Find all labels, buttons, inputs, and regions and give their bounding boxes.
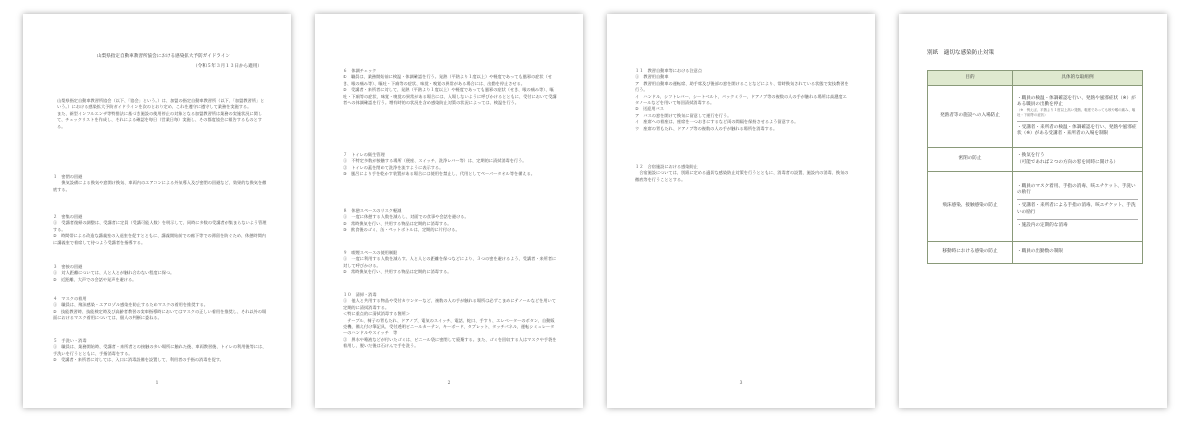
intro-paragraph: 山梨県指定自動車教習所協会（以下、「協会」という。）は、加盟の指定自動車教習所（以下、「加盟教習所」という。）における感染拡大予防ガイドラインを次のとおり定め、これを遵守に遵守して業務を実施する。 また、新型インフルエンザ等特措法に基づき施設の使用停止の対象となる加盟教習所は業務の実施状況に関して、チェックリストを作成し、それによる確認を毎日（営業日毎）実施し、その都度協会に報告するものとする。	[57, 98, 265, 129]
goal-cell: 発熱者等の施設への入場防止	[928, 86, 1013, 148]
table-row	[928, 242, 1143, 264]
table-header-row	[928, 71, 1143, 86]
table-row	[928, 172, 1143, 242]
section-2: ２ 密集の回避 ① 受講者復帰の調整は、受講者に定員（受講可能人数）を明示して、同時に多数の受講者が集まらないよう管理する。 ② 時間帯による改造な講義室の入退室を促すとともに、講義開始前での廊下等での滞留を防ぐため、休憩時間内に講義室で着席して待つよう受講者を指導する。	[53, 214, 267, 245]
example-item: ・施設内の定期的な消毒	[1017, 219, 1138, 232]
example-cell	[1013, 148, 1143, 172]
table-row	[928, 86, 1143, 148]
section-8: ８ 休憩スペースのリスク軽減 ① 一度に休憩する人数を減らし、対面での食事や会話を避ける。 ② 常時換気を行い、共用する物品は定期的に消毒する。 ③ 飲食後のゴミ、缶・ペットボトルは、定期的に片付ける。	[343, 208, 469, 233]
annex-title: 別紙 適切な感染防止対策	[927, 50, 995, 56]
goal-cell: 密閉の防止	[928, 148, 1013, 172]
section-11: １１ 教習自動車等における注意点 ① 教習用自動車 ア 教習用自動車の運転席、助手席及び後部の窓を開けることなどにより、常時換気されている状態で実技教習を行う。 イ ハンドル、シフトレバー、シートベルト、バックミラー、ドアノブ等の複数の人の手が触れる場所は高濃度エタノールなどを用いて毎回清拭消毒する。 ② 送迎用バス ア バスの窓を開けて換気に留意して運行を行う。 イ 座席への着座は、座席を一つおきにするなど両の間隔を保持させるよう留意する。 ウ 座席の背もたれ、ドアノブ等の複数の人の手が触れる場所を消毒する。	[635, 68, 849, 131]
example-item: ・換気を行う （可能であれば２つの方向の窓を同時に開ける）	[1017, 153, 1119, 165]
section-12: １２ 合宿施設における感染防止 合宿施設については、別紙に定める適切な感染防止対策を行うとともに、消毒者の設置、施設内の消毒、換気の徹底等を行うこととする。	[635, 164, 849, 182]
page-number: 2	[447, 381, 451, 386]
example-note: （※ 例えば、平熱より１度以上高い発熱、軽度であっても咳や喉の痛み、嘔吐・下痢等の症状）	[1017, 108, 1136, 117]
measures-table	[927, 70, 1143, 264]
column-header-example: 具体的な取組例	[1013, 71, 1143, 86]
example-cell	[1013, 86, 1143, 148]
document-page-2	[315, 14, 583, 408]
section-10: １０ 清掃・消毒 ① 他人と共用する物品や受付カウンターなど、複数の人の手が触れる場所は必ずこまめにテノールなどを用いて定期的に清拭消毒する。 ＜特に重点的に清拭消毒する箇所＞ テーブル、椅子の背もたれ、ドアノブ、電気のスイッチ、電話、蛇口、手すり、エレベーターのボタン、自動販売機、備え付け筆記具、受付透明ビニールカーテン、キーボード、タブレット、タッチパネル、運転シミュレーターのハンドルやスイッチ 等 ② 鼻水や唾液などが付いたゴミは、ビニール袋に密閉して廃棄する。また、ゴミを回収する人はマスクや手袋を着用し、脱いだ後は石けんで手を洗う。	[343, 292, 557, 349]
example-item	[1017, 93, 1138, 121]
document-page-1	[23, 14, 291, 408]
section-7: ７ トイレの衛生管理 ① 不特定多数が接触する場所（便座、スイッチ、洗浄レバー等）は、定期的に清拭消毒を行う。 ② トイレの蓋を閉めて洗浄を流すように表示する。 ③ 風呂により手を乾かす装置がある場合には使用を禁止し、代用としてペーパータオル等を備える。	[343, 152, 535, 177]
example-item: ・受講者・来所者による手指の消毒、咳エチケット、手洗いの励行	[1017, 199, 1138, 218]
example-item: ・受講者・来所者の検温・体調確認を行い、発熱や風邪症状（※）がある受講者・来所者の入場を制限	[1017, 121, 1138, 140]
page-number: 1	[155, 381, 159, 386]
table-row	[928, 148, 1143, 172]
section-9: ９ 喫煙スペースの使用制限 ① 一度に利用する人数を減らす。人と人との距離を保つなどにより、３つの密を避けるよう、受講者・来所者に対して呼びかける。 ② 常時換気を行い、共用する物品は定期的に消毒する。	[343, 250, 557, 275]
applied-date: （令和５年３月１３日から適用）	[193, 64, 262, 69]
example-item: ・職員のマスク着用、手指の消毒、咳エチケット、手洗いの励行	[1017, 183, 1136, 196]
section-5: ５ 手洗い・消毒 ① 職員は、業務開始時、受講者・来所者との接触の多い場所に触れた後、車両教習後、トイレの利用後等には、手洗いを行うとともに、手指消毒をする。 ② 受講者・来所者に対しては、入口に消毒設備を設置して、利用者の手指の消毒を促す。	[53, 338, 267, 363]
page-title: 山梨県指定自動車教習所協会における感染拡大予防ガイドライン	[97, 54, 230, 59]
page-number: 3	[739, 381, 743, 386]
example-text: ・職員の検温・体調確認を行い、発熱や風邪症状（※）がある職員の出勤を停止	[1017, 96, 1136, 108]
goal-cell: 飛沫感染、接触感染の防止	[928, 172, 1013, 242]
example-cell	[1013, 242, 1143, 264]
goal-cell: 移動時における感染の防止	[928, 242, 1013, 264]
section-4: ４ マスクの着用 ① 職員は、飛沫感染・エアロゾル感染を防止するためマスクの着用を推奨する。 ② 技能教習時、技能検定時及び高齢者教習の実車指導時においてはマスクの正しい着用を推奨し、それ以外の場面におけるマスク着用については、個人の判断に委ねる。	[53, 296, 267, 321]
section-1: １ 密閉の回避 換気設備による換気や窓開け換気、車両内のエアコンによる外気導入及び密閉の回避など、効果的な換気を徹底する。	[53, 174, 267, 192]
example-item: ・職員の出勤数の制限	[1017, 249, 1063, 255]
document-page-3	[607, 14, 875, 408]
document-page-4	[899, 14, 1167, 408]
section-6: ６ 体調チェック ① 職員は、業務開始前に検温・体調確認を行う。発熱（平熱より１度以上）や軽度であっても風邪の症状（せき、喉の痛み等）、嘔吐・下痢等の症状、味覚・嗅覚の異常がある場合には、出勤を停止させる。 ② 受講者・来所者に対して、発熱（平熱より１度以上）や軽度であっても風邪の症状（せき、喉の痛み等）、嘔吐・下痢等の症状、味覚・嗅覚の異常がある場合には、入場しないように呼びかけるとともに、受付において受講者への体調確認を行う。増有時的の状況を含め感染防止対策の状況によっては、検温を行う。	[343, 68, 557, 106]
column-header-goal: 目的	[928, 71, 1013, 86]
section-3: ３ 密接の回避 ① 対人距離については、人と人とが触れ合わない程度に保つ。 ② 近距離、大声での会話や発声を避ける。	[53, 264, 175, 282]
example-cell	[1013, 172, 1143, 242]
